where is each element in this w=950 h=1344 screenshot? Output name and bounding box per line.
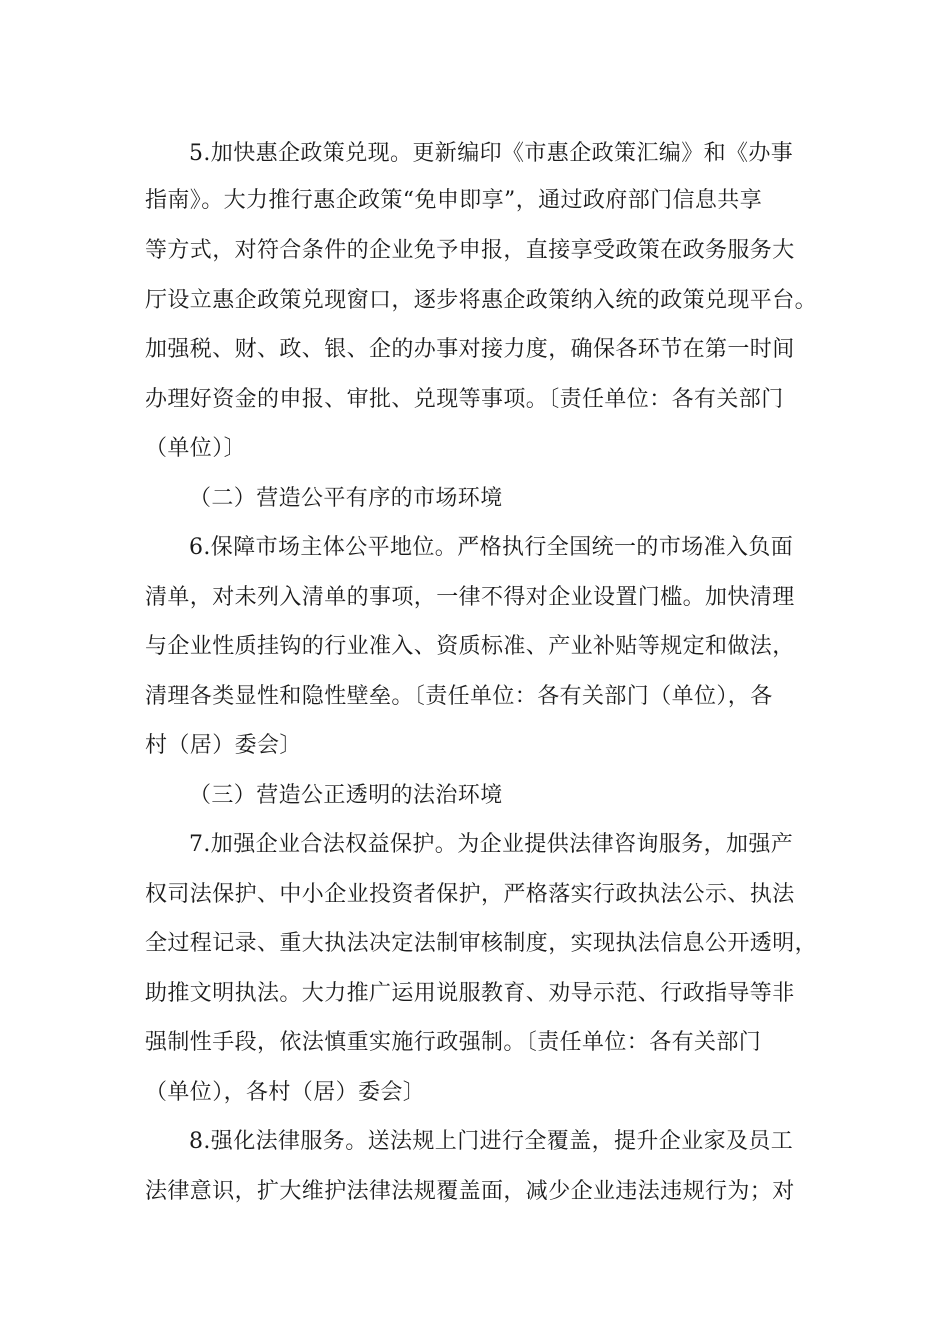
paragraph-8-line-1: 8.强化法律服务。送法规上门进行全覆盖，提升企业家及员工: [189, 1129, 794, 1154]
section-heading-2: （二）营造公平有序的市场环境: [189, 486, 503, 511]
paragraph-5-line-7: （单位）〕: [145, 436, 247, 461]
paragraph-8-line-2: 法律意识，扩大维护法律法规覆盖面，减少企业违法违规行为；对: [145, 1179, 795, 1204]
paragraph-5-line-6: 办理好资金的申报、审批、兑现等事项。〔责任单位：各有关部门: [145, 387, 784, 412]
paragraph-5-line-2: 指南》。大力推行惠企政策“免申即享”，通过政府部门信息共享: [145, 188, 763, 213]
paragraph-7-line-5: 强制性手段，依法慎重实施行政强制。〔责任单位：各有关部门: [145, 1030, 762, 1055]
paragraph-6-line-5: 村（居）委会〕: [145, 733, 302, 758]
paragraph-6-line-2: 清单，对未列入清单的事项，一律不得对企业设置门槛。加快清理: [145, 585, 795, 610]
paragraph-7-line-6: （单位），各村（居）委会〕: [145, 1080, 426, 1105]
paragraph-6-line-1: 6.保障市场主体公平地位。严格执行全国统一的市场准入负面: [189, 535, 794, 560]
paragraph-7-line-4: 助推文明执法。大力推广运用说服教育、劝导示范、行政指导等非: [145, 981, 795, 1006]
paragraph-7-line-3: 全过程记录、重大执法决定法制审核制度，实现执法信息公开透明，: [145, 931, 818, 956]
paragraph-7-line-1: 7.加强企业合法权益保护。为企业提供法律咨询服务，加强产: [189, 832, 794, 857]
paragraph-5-line-3: 等方式，对符合条件的企业免予申报，直接享受政策在政务服务大: [145, 238, 795, 263]
paragraph-5-line-1: 5.加快惠企政策兑现。更新编印《市惠企政策汇编》和《办事: [189, 141, 794, 166]
paragraph-6-line-4: 清理各类显性和隐性壁垒。〔责任单位：各有关部门（单位），各: [145, 684, 773, 709]
paragraph-7-line-2: 权司法保护、中小企业投资者保护，严格落实行政执法公示、执法: [145, 882, 795, 907]
paragraph-6-line-3: 与企业性质挂钩的行业准入、资质标准、产业补贴等规定和做法，: [145, 634, 795, 659]
section-heading-3: （三）营造公正透明的法治环境: [189, 783, 503, 808]
paragraph-5-line-4: 厅设立惠企政策兑现窗口，逐步将惠企政策纳入统的政策兑现平台。: [145, 288, 818, 313]
paragraph-5-line-5: 加强税、财、政、银、企的办事对接力度，确保各环节在第一时间: [145, 337, 795, 362]
